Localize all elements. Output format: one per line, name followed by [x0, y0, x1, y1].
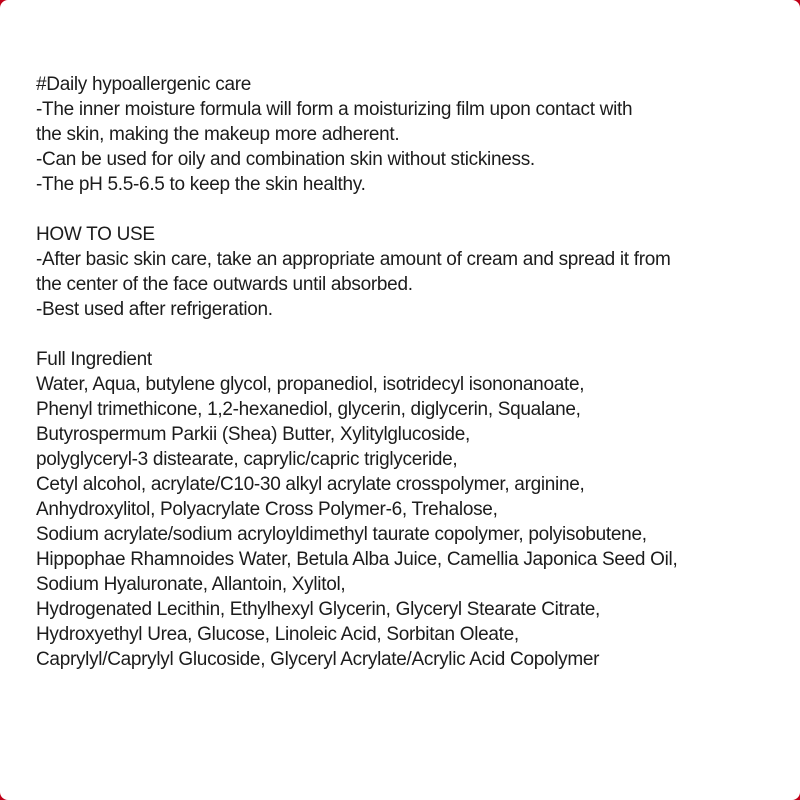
ingredient-line: Anhydroxylitol, Polyacrylate Cross Polymer-6, Trehalose, — [36, 499, 498, 520]
section-full-ingredient-title: Full Ingredient — [36, 349, 152, 370]
section-full-ingredient — [36, 347, 780, 672]
ingredient-line: Caprylyl/Caprylyl Glucoside, Glyceryl Acrylate/Acrylic Acid Copolymer — [36, 649, 600, 670]
text-line: the center of the face outwards until absorbed. — [36, 274, 413, 295]
text-line: the skin, making the makeup more adherent. — [36, 124, 400, 145]
text-line: -The inner moisture formula will form a moisturizing film upon contact with — [36, 99, 633, 120]
ingredient-line: Hydrogenated Lecithin, Ethylhexyl Glycerin, Glyceryl Stearate Citrate, — [36, 599, 601, 620]
ingredient-line: Water, Aqua, butylene glycol, propanediol, isotridecyl isononanoate, — [36, 374, 585, 395]
ingredient-line: Sodium Hyaluronate, Allantoin, Xylitol, — [36, 574, 346, 595]
ingredient-line: polyglyceryl-3 distearate, caprylic/capric triglyceride, — [36, 449, 458, 470]
text-line: -The pH 5.5-6.5 to keep the skin healthy. — [36, 174, 366, 195]
ingredient-line: Cetyl alcohol, acrylate/C10-30 alkyl acrylate crosspolymer, arginine, — [36, 474, 585, 495]
text-line: -Can be used for oily and combination skin without stickiness. — [36, 149, 535, 170]
ingredient-line: Phenyl trimethicone, 1,2-hexanediol, glycerin, diglycerin, Squalane, — [36, 399, 581, 420]
ingredient-line: Butyrospermum Parkii (Shea) Butter, Xylitylglucoside, — [36, 424, 470, 445]
ingredient-line: Sodium acrylate/sodium acryloyldimethyl taurate copolymer, polyisobutene, — [36, 524, 647, 545]
section-daily-care-title: #Daily hypoallergenic care — [36, 74, 252, 95]
text-line: -Best used after refrigeration. — [36, 299, 273, 320]
text-line: -After basic skin care, take an appropriate amount of cream and spread it from — [36, 249, 671, 270]
ingredient-line: Hippophae Rhamnoides Water, Betula Alba Juice, Camellia Japonica Seed Oil, — [36, 549, 678, 570]
section-how-to-use-title: HOW TO USE — [36, 224, 155, 245]
section-how-to-use — [36, 222, 780, 322]
section-daily-care — [36, 72, 780, 197]
ingredient-line: Hydroxyethyl Urea, Glucose, Linoleic Acid, Sorbitan Oleate, — [36, 624, 519, 645]
product-description-text — [36, 72, 780, 672]
